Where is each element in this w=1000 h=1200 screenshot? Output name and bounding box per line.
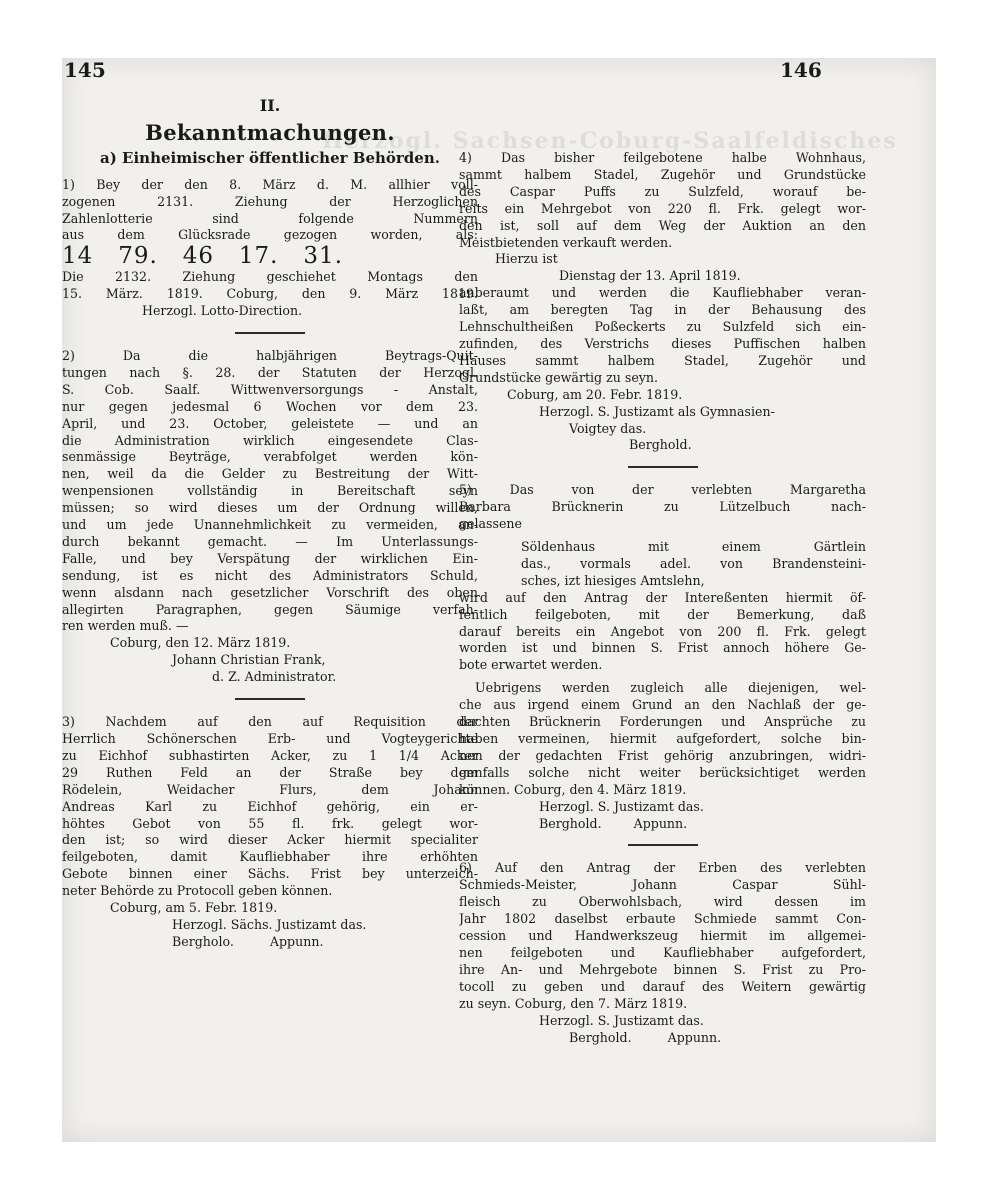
text-line: zu Eichhof subhastirten Acker, zu 1 1/4 Acker	[62, 747, 478, 763]
text-line: nen, weil da die Gelder zu Bestreitung der Witt-	[62, 466, 478, 482]
section-numeral: II.	[259, 96, 281, 115]
text-line: wird auf den Antrag der Intereßenten hiermit öf-	[459, 589, 866, 605]
text-line: die Administration wirklich eingesendete Clas-	[62, 432, 478, 448]
left-column	[62, 96, 478, 951]
text-line: Jahr 1802 daselbst erbaute Schmiede sammt Con-	[459, 911, 866, 927]
text-line: S. Cob. Saalf. Wittwenversorgungs - Anstalt,	[62, 381, 478, 397]
signature-names: Berghold. Appunn.	[569, 1029, 722, 1045]
text-line: Hauses sammt halbem Stadel, Zugehör und	[459, 352, 866, 368]
text-line: 1) Bey der den 8. März d. M. allhier voll-	[62, 176, 478, 192]
notice-6	[459, 860, 866, 1046]
text-line: reits ein Mehrgebot von 220 fl. Frk. gelegt wor-	[459, 200, 866, 216]
text-line: 29 Ruthen Feld an der Straße bey dem	[62, 764, 478, 780]
text-line: feilgeboten, damit Kaufliebhaber ihre erhöhten	[62, 849, 478, 865]
text-line: fleisch zu Oberwohlsbach, wird dessen im	[459, 894, 866, 910]
text-line: fentlich feilgeboten, mit der Bemerkung, daß	[459, 606, 866, 622]
page-number-left: 145	[64, 58, 106, 82]
text-line: Zahlenlotterie sind folgende Nummern	[62, 210, 478, 226]
bleed-through-text: Herzogl. Sachsen-Coburg-Saalfeldisches	[322, 128, 898, 154]
text-line: 2) Da die halbjährigen Beytrags-Quit-	[62, 347, 478, 363]
notice-5	[459, 482, 866, 832]
text-line: Herrlich Schönerschen Erb- und Vogteygerichte	[62, 731, 478, 746]
text-line: den ist; so wird dieser Acker hiermit specialiter	[62, 832, 478, 848]
text-line: Die 2132. Ziehung geschiehet Montags den	[62, 269, 478, 285]
text-line: Schmieds-Meister, Johann Caspar Sühl-	[459, 877, 866, 893]
text-line: neter Behörde zu Protocoll geben können.	[62, 883, 333, 899]
text-line: wenpensionen vollständig in Bereitschaft seyn	[62, 483, 478, 499]
notice-4	[459, 150, 866, 454]
text-line: Barbara Brücknerin zu Lützelbuch nach-	[459, 499, 866, 515]
text-line: höhtes Gebot von 55 fl. frk. gelegt wor-	[62, 815, 478, 831]
text-line: allegirten Paragraphen, gegen Säumige verfah-	[62, 601, 478, 617]
text-line: können. Coburg, den 4. März 1819.	[459, 781, 687, 797]
signature: Herzogl. S. Justizamt das.	[539, 1012, 704, 1028]
signature-title: d. Z. Administrator.	[212, 669, 337, 685]
signature: Herzogl. Sächs. Justizamt das.	[172, 916, 367, 932]
signature-name: Berghold.	[629, 437, 692, 453]
text-line: senmässige Beyträge, verabfolget werden kön-	[62, 449, 478, 465]
text-line: gelassene	[459, 516, 522, 532]
page-number-right: 146	[780, 58, 822, 82]
text-line: Hierzu ist	[495, 251, 558, 267]
text-line: Meistbietenden verkauft werden.	[459, 234, 673, 250]
text-line: wenn alsdann nach gesetzlicher Vorschrift des oben	[62, 584, 478, 600]
text-line: Grundstücke gewärtig zu seyn.	[459, 369, 659, 385]
text-line: nur gegen jedesmal 6 Wochen vor dem 23.	[62, 398, 478, 414]
notice-2	[62, 348, 478, 686]
text-line: ren werden muß. —	[62, 618, 189, 634]
text-line: worden ist und binnen S. Frist annoch höhere Ge-	[459, 640, 866, 656]
signature: Herzogl. S. Justizamt das.	[539, 798, 704, 814]
text-line: bote erwartet werden.	[459, 657, 603, 673]
signature-title: Voigtey das.	[569, 420, 647, 436]
text-line: anberaumt und werden die Kaufliebhaber veran-	[459, 285, 866, 301]
text-line: 6) Auf den Antrag der Erben des verlebten	[459, 860, 866, 876]
notice-3	[62, 714, 478, 951]
text-line: darauf bereits ein Angebot von 200 fl. Frk. gelegt	[459, 623, 866, 639]
text-line: 5) Das von der verlebten Margaretha	[459, 482, 866, 498]
divider	[628, 466, 698, 468]
text-line: den ist, soll auf dem Weg der Auktion an den	[459, 217, 866, 233]
text-line: nen der gedachten Frist gehörig anzubringen, widri-	[459, 747, 866, 763]
text-line: 15. März. 1819. Coburg, den 9. März 1819.	[62, 286, 478, 302]
subheading: a) Einheimischer öffentlicher Behörden.	[100, 148, 440, 167]
text-line: haben vermeinen, hiermit aufgefordert, solche bin-	[459, 731, 866, 746]
text-line: sammt halbem Stadel, Zugehör und Grundstücke	[459, 166, 866, 182]
text-line: che aus irgend einem Grund an den Nachlaß der ge-	[459, 697, 866, 713]
text-line: 3) Nachdem auf den auf Requisition der	[62, 714, 478, 730]
signature: Herzogl. S. Justizamt als Gymnasien-	[539, 403, 775, 419]
notice-1	[62, 177, 478, 320]
text-line: müssen; so wird dieses um der Ordnung willen,	[62, 500, 478, 516]
item-line: sches, izt hiesiges Amtslehn,	[521, 572, 705, 588]
text-line: zu seyn. Coburg, den 7. März 1819.	[459, 995, 688, 1011]
text-line: laßt, am beregten Tag in der Behausung des	[459, 302, 866, 318]
signature-names: Berghold. Appunn.	[539, 815, 688, 831]
signature-names: Bergholo. Appunn.	[172, 933, 324, 949]
text-line: zufinden, des Verstrichs dieses Puffischen halben	[459, 335, 866, 351]
date-line: Coburg, den 12. März 1819.	[110, 635, 291, 651]
divider	[235, 332, 305, 334]
page-heading: Bekanntmachungen.	[145, 119, 395, 145]
text-line: nen feilgeboten und Kaufliebhaber aufgefordert,	[459, 944, 866, 960]
text-line: Rödelein, Weidacher Flurs, dem Johann	[62, 781, 478, 797]
divider	[628, 844, 698, 846]
text-line: sendung, ist es nicht des Administrators Schuld,	[62, 567, 478, 583]
text-line: und um jede Unannehmlichkeit zu vermeiden, an-	[62, 517, 478, 533]
date-line: Coburg, am 20. Febr. 1819.	[507, 386, 683, 402]
text-line: tungen nach §. 28. der Statuten der Herzogl.	[62, 364, 478, 380]
text-line: genfalls solche nicht weiter berücksichtiget werden	[459, 764, 866, 780]
text-line: Andreas Karl zu Eichhof gehörig, ein er-	[62, 798, 478, 814]
auction-date: Dienstag der 13. April 1819.	[559, 268, 741, 284]
right-column	[459, 96, 866, 1046]
text-line: zogenen 2131. Ziehung der Herzoglichen	[62, 193, 478, 209]
lottery-numbers: 14 79. 46 17. 31.	[62, 243, 343, 270]
text-line: dachten Brücknerin Forderungen und Ansprüche zu	[459, 714, 866, 730]
signature: Johann Christian Frank,	[172, 652, 326, 668]
text-line: durch bekannt gemacht. — Im Unterlassungs-	[62, 533, 478, 549]
text-line: aus dem Glücksrade gezogen worden, als:	[62, 227, 478, 243]
text-line: 4) Das bisher feilgebotene halbe Wohnhaus,	[459, 150, 866, 165]
text-line: ihre An- und Mehrgebote binnen S. Frist zu Pro-	[459, 961, 866, 977]
text-line: des Caspar Puffs zu Sulzfeld, worauf be-	[459, 183, 866, 199]
text-line: Uebrigens werden zugleich alle diejenigen, wel-	[475, 680, 866, 696]
item-line: das., vormals adel. von Brandensteini-	[521, 555, 866, 571]
text-line: Falle, und bey Verspätung der wirklichen Ein-	[62, 550, 478, 566]
divider	[235, 698, 305, 700]
signature: Herzogl. Lotto-Direction.	[142, 303, 303, 319]
text-line: cession und Handwerkszeug hiermit im allgemei-	[459, 928, 866, 944]
text-line: April, und 23. October, geleistete — und an	[62, 415, 478, 431]
text-line: Lehnschultheißen Poßeckerts zu Sulzfeld sich ein-	[459, 319, 866, 335]
text-line: tocoll zu geben und darauf des Weitern gewärtig	[459, 978, 866, 994]
item-line: Söldenhaus mit einem Gärtlein	[521, 539, 866, 555]
text-line: Gebote binnen einer Sächs. Frist bey unterzeich-	[62, 866, 478, 882]
date-line: Coburg, am 5. Febr. 1819.	[110, 900, 278, 916]
